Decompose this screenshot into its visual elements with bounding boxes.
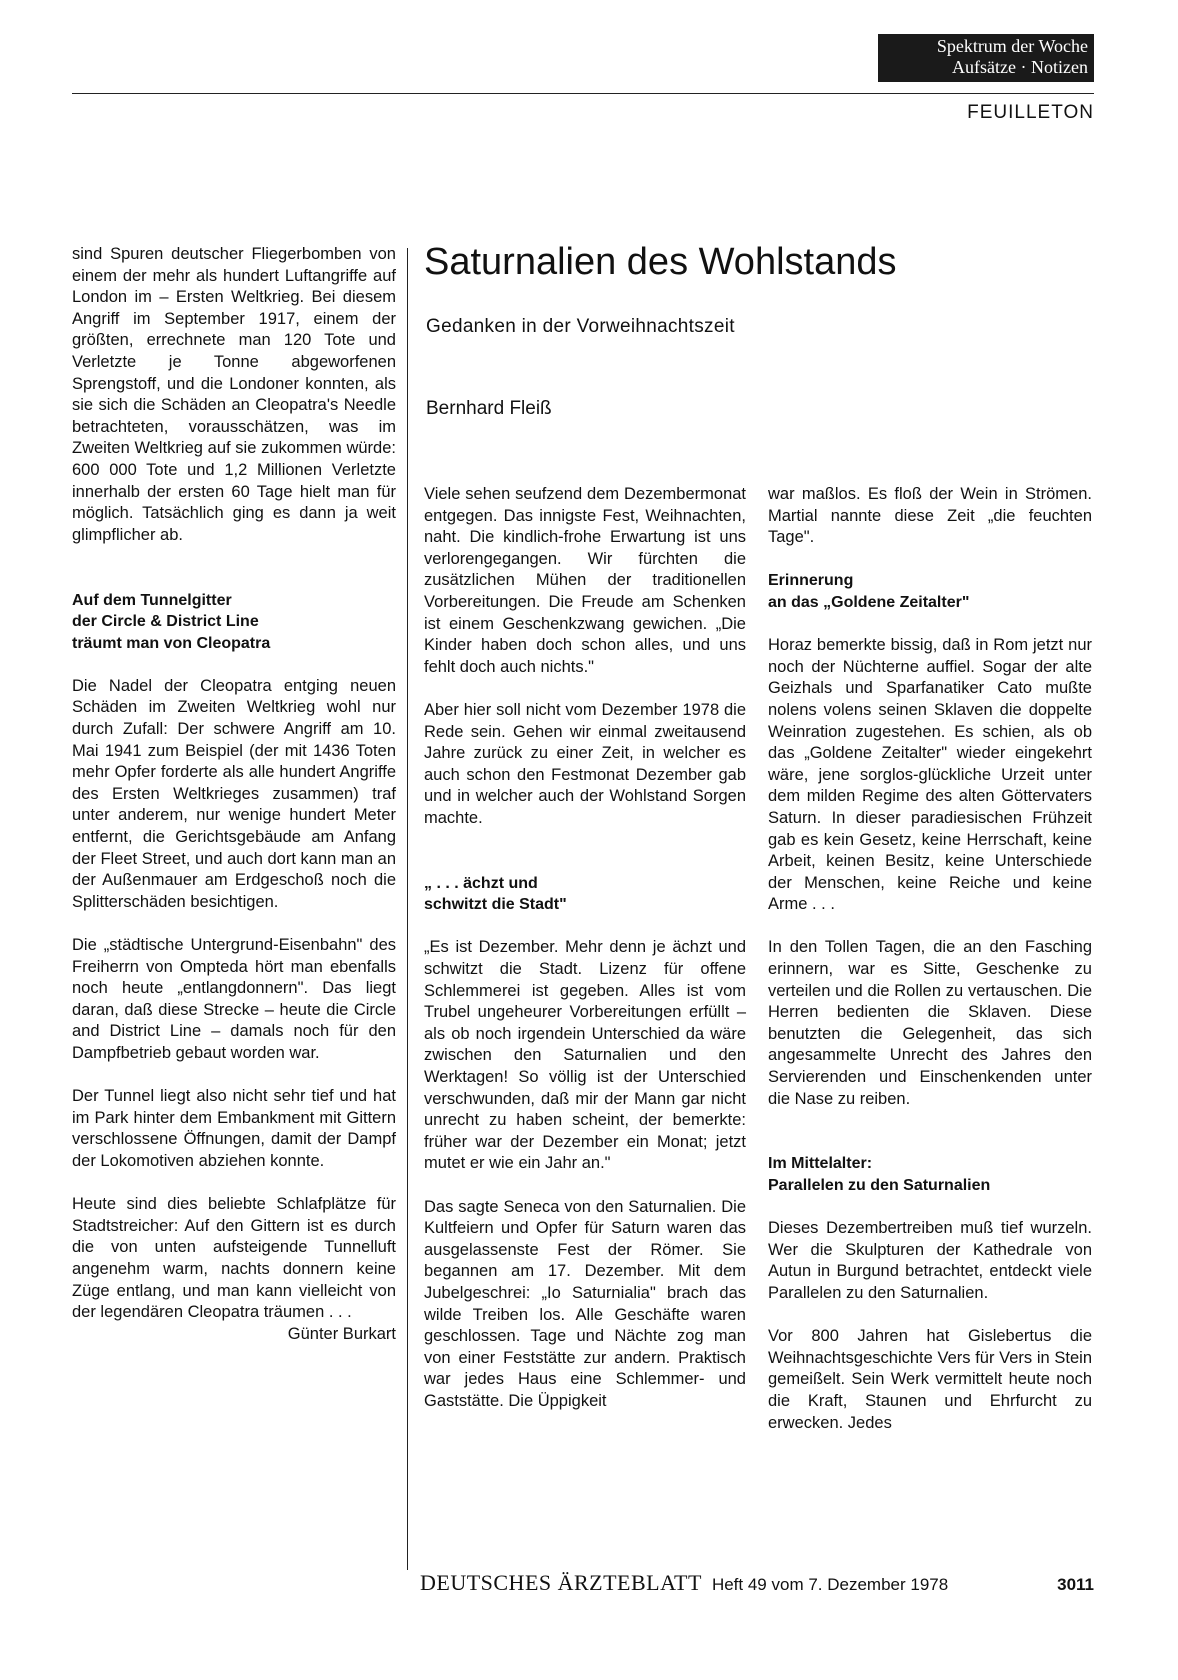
article-title: Saturnalien des Wohlstands <box>424 241 897 283</box>
right-paragraph-5: Vor 800 Jahren hat Gislebertus die Weihnachtsgeschichte Vers für Vers in Stein gemeißelt. Sein Werk vermittelt heute noch die Kraft, Staunen und Ehrfurcht zu erwecken. Jedes <box>768 1327 1092 1432</box>
right-paragraph-1: war maßlos. Es floß der Wein in Strömen. Martial nannte diese Zeit „die feuchten Tage". <box>768 485 1092 547</box>
right-heading-1 <box>768 570 1092 613</box>
left-heading-1-line-1: Auf dem Tunnelgitter <box>72 591 232 609</box>
right-paragraph-4: Dieses Dezembertreiben muß tief wurzeln. Wer die Skulpturen der Kathedrale von Autun in Burgund betrachtet, entdeckt viele Parallelen zu den Saturnalien. <box>768 1219 1092 1302</box>
signature-row <box>72 1324 396 1346</box>
right-heading-1-line-1: Erinnerung <box>768 572 854 590</box>
left-column <box>72 244 396 1345</box>
left-heading-1-line-3: träumt man von Cleopatra <box>72 634 271 652</box>
column-divider <box>407 248 408 1570</box>
left-heading-1-line-2: der Circle & District Line <box>72 613 259 631</box>
middle-paragraph-2: Aber hier soll nicht vom Dezember 1978 die Rede sein. Gehen wir einmal zweitausend Jahre zurück zu einer Zeit, in welcher es auch schon den Festmonat Dezember gab und in welcher auch der Wohlstand Sorgen machte. <box>424 700 746 827</box>
right-heading-2 <box>768 1153 1092 1196</box>
middle-heading-1 <box>424 873 746 916</box>
right-heading-1-line-2: an das „Goldene Zeitalter" <box>768 593 970 611</box>
left-paragraph-2: Die Nadel der Cleopatra entging neuen Schäden im Zweiten Weltkrieg wohl nur durch Zufall: Der schwere Angriff am 10. Mai 1941 zum Beispiel (der mit 1436 Toten mehr Opfer forderte als alle hundert Angriffe des Ersten Weltkrieges zusammen) traf unter anderem, nur wenige hundert Meter entfernt, die Gerichtsgebäude am Anfang der Fleet Street, und auch dort kann man an der Außenmauer am Erdgeschoß noch die Splitterschäden besichtigen. <box>72 676 396 911</box>
left-paragraph-3: Die „städtische Untergrund-Eisenbahn" des Freiherrn von Ompteda hört man ebenfalls noch heute „entlangdonnern". Das liegt daran, daß diese Strecke – heute die Circle and District Line – damals noch für den Dampfbetrieb gebaut worden war. <box>72 936 396 1062</box>
middle-heading-1-line-1: „ . . . ächzt und <box>424 874 538 892</box>
middle-paragraph-1: Viele sehen seufzend dem Dezembermonat entgegen. Das innigste Fest, Weihnachten, naht. Die kindlich-frohe Erwartung ist uns verlorengegangen. Wir fürchten die zusätzlichen Mühen der traditionellen Vorbereitungen. Die Freude am Schenken ist einem Geschenkzwang gewichen. „Die Kinder haben doch schon alles, und uns fehlt doch auch nichts." <box>424 485 746 676</box>
badge-line-2: Aufsätze · Notizen <box>952 57 1088 77</box>
section-badge <box>878 34 1094 82</box>
right-heading-2-line-1: Im Mittelalter: <box>768 1155 873 1173</box>
left-paragraph-1: sind Spuren deutscher Fliegerbomben von einem der mehr als hundert Luftangriffe auf London im – Ersten Weltkrieg. Bei diesem Angriff im September 1917, einem der größten, errechnete man 120 Tote und Verletzte je Tonne abgeworfenen Sprengstoff, und die Londoner konnten, als sie sich die Schäden an Cleopatra's Needle betrachteten, vorausschätzen, was im Zweiten Weltkrieg auf sie zukommen würde: 600 000 Tote und 1,2 Millionen Verletzte innerhalb der ersten 60 Tage hielt man für möglich. Tatsächlich ging es dann ja weit glimpflicher ab. <box>72 245 396 544</box>
page-footer <box>420 1570 1094 1596</box>
right-paragraph-2: Horaz bemerkte bissig, daß in Rom jetzt nur noch der Nüchterne auffiel. Sogar der alte Geizhals und Sparfanatiker Cato mußte nolens volens seinen Sklaven die doppelte Weinration zugestehen. Es schien, als ob das „Goldene Zeitalter" wieder eingekehrt wäre, jene sorglos-glückliche Urzeit unter dem milden Regime des alten Göttervaters Saturn. In dieser paradiesischen Frühzeit gab es kein Gesetz, keine Herrschaft, keine Arbeit, keinen Besitz, keine Unterschiede der Menschen, keine Reiche und keine Arme . . . <box>768 636 1092 914</box>
issue-info: Heft 49 vom 7. Dezember 1978 <box>711 1575 949 1594</box>
page-number: 3011 <box>1057 1575 1094 1594</box>
right-column <box>768 484 1092 1434</box>
badge-line-1: Spektrum der Woche <box>936 36 1088 56</box>
right-heading-2-line-2: Parallelen zu den Saturnalien <box>768 1177 991 1194</box>
section-label: FEUILLETON <box>967 102 1094 123</box>
article-author: Bernhard Fleiß <box>426 398 552 419</box>
header-rule <box>72 93 1094 94</box>
middle-paragraph-4: Das sagte Seneca von den Saturnalien. Die Kultfeiern und Opfer für Saturn waren das ausgelassenste Fest der Römer. Sie begannen am 17. Dezember. Mit dem Jubelgeschrei: „Io Saturnialia" brach das wilde Treiben los. Alle Geschäfte waren geschlossen. Tage und Nächte zog man von einer Feststätte zur andern. Praktisch war jedes Haus eine Schlemmer- und Gaststätte. Die Üppigkeit <box>424 1197 746 1410</box>
author-signature: Günter Burkart <box>287 1324 396 1343</box>
left-paragraph-4: Der Tunnel liegt also nicht sehr tief und hat im Park hinter dem Embankment mit Gittern verschlossene Öffnungen, damit der Dampf der Lokomotiven abziehen konnte. <box>72 1087 396 1170</box>
left-paragraph-5: Heute sind dies beliebte Schlafplätze für Stadtstreicher: Auf den Gittern ist es durch die von unten aufsteigende Tunnelluft angenehm warm, nachts donnern keine Züge entlang, und man kann vielleicht von der legendären Cleopatra träumen . . . <box>72 1195 396 1322</box>
right-paragraph-3: In den Tollen Tagen, die an den Fasching erinnern, war es Sitte, Geschenke zu verteilen und die Rollen zu vertauschen. Die Herren bedienten die Sklaven. Diese benutzten die Gelegenheit, das sich angesammelte Unrecht des Jahres den Servierenden und Einschenkenden unter die Nase zu reiben. <box>768 938 1092 1108</box>
left-heading-1 <box>72 590 396 655</box>
article-subtitle: Gedanken in der Vorweihnachtszeit <box>426 316 735 337</box>
middle-column <box>424 484 746 1413</box>
publication-name: DEUTSCHES ÄRZTEBLATT <box>420 1570 702 1595</box>
middle-heading-1-line-2: schwitzt die Stadt" <box>424 896 567 914</box>
middle-paragraph-3: „Es ist Dezember. Mehr denn je ächzt und schwitzt die Stadt. Lizenz für offene Schlemmerei ist gegeben. Alles ist vom Trubel ungeheurer Vorbereitungen erfüllt – als ob noch irgendein Unterschied da wäre zwischen den Saturnalien und den Werktagen! So völlig ist der Unterschied verschwunden, daß mir der Mann gar nicht unrecht zu haben scheint, der bemerkte: früher war der Dezember ein Monat; jetzt mutet er wie ein Jahr an." <box>424 938 746 1173</box>
